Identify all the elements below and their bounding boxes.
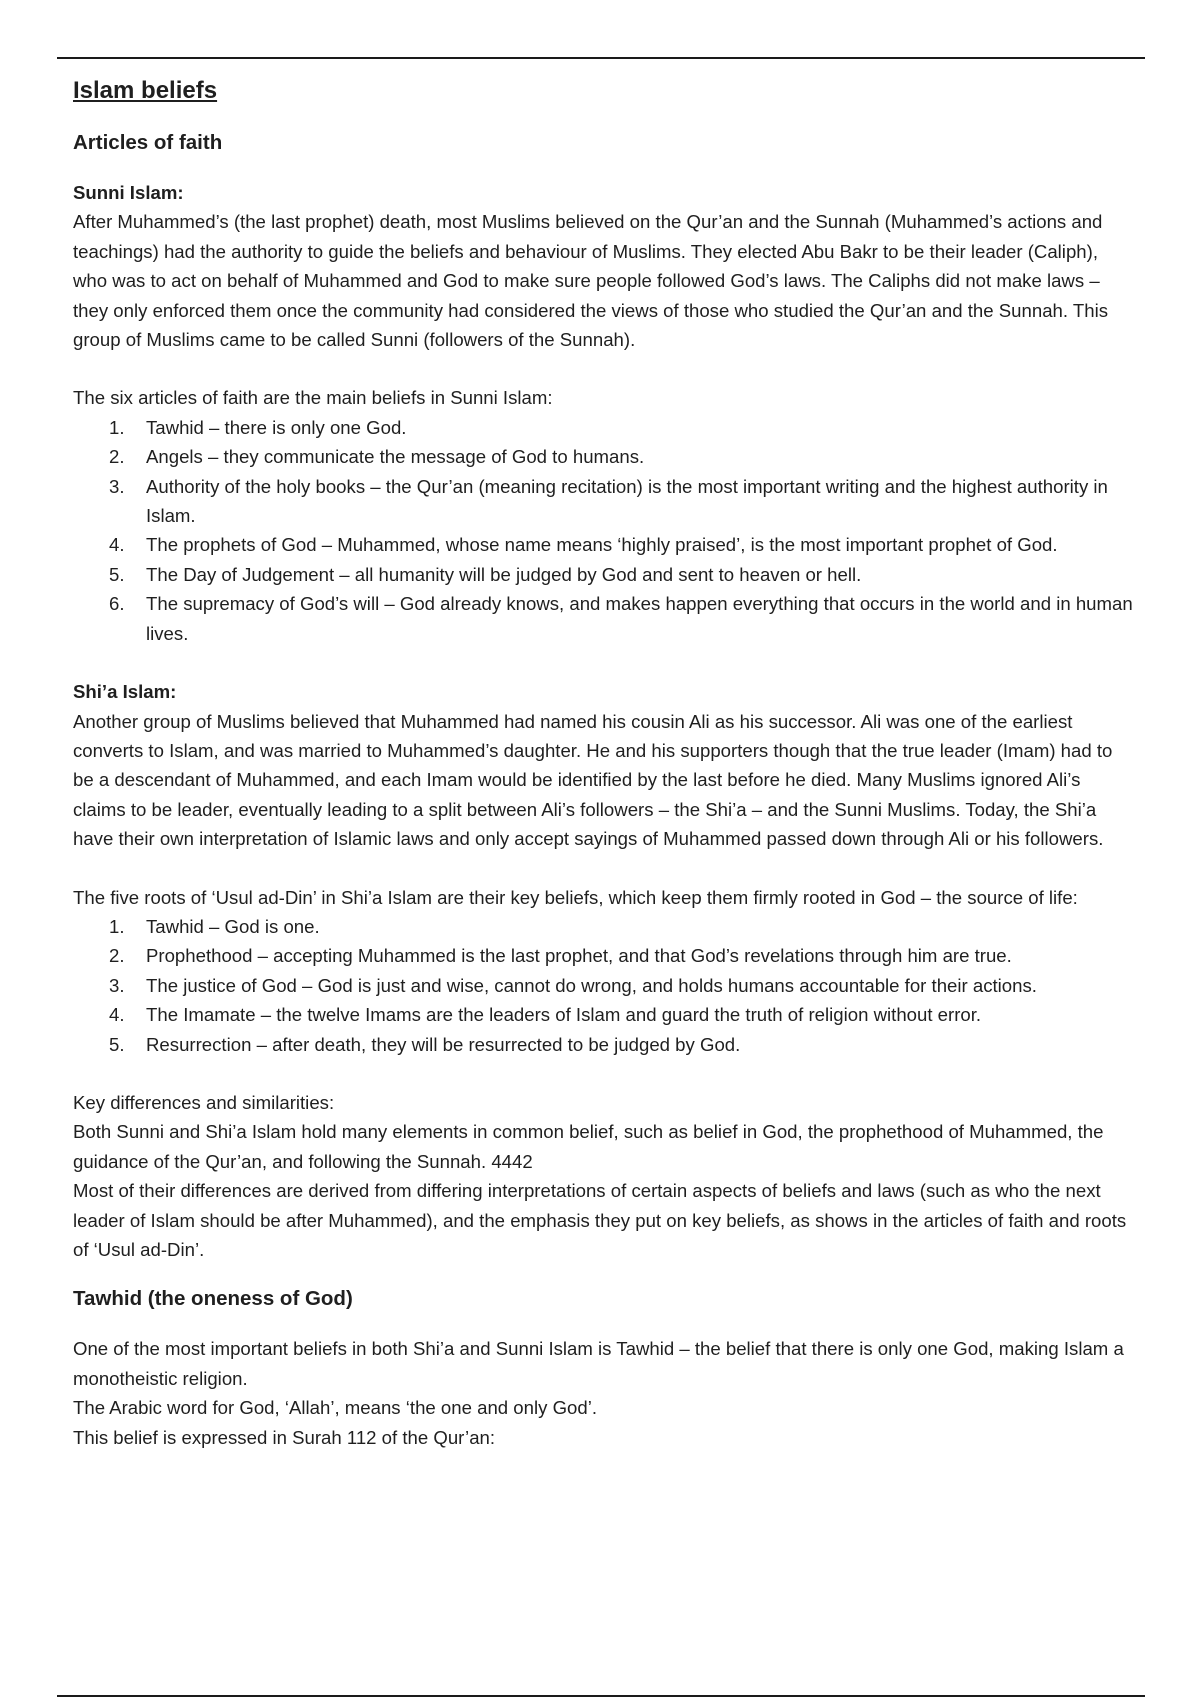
list-item bbox=[73, 912, 1133, 941]
sunni-list-intro: The six articles of faith are the main beliefs in Sunni Islam: bbox=[73, 387, 553, 409]
tawhid-heading: Tawhid (the oneness of God) bbox=[73, 1287, 353, 1311]
list-text: Tawhid – God is one. bbox=[146, 915, 320, 937]
differences-paragraph-2: Most of their differences are derived from differing interpretations of certain aspects of beliefs and laws (such as who the next leader of Islam should be after Muhammed), and the emphasis they put on key beliefs, as shows in the articles of faith and roots of ‘Usul ad-Din’. bbox=[73, 1180, 1127, 1260]
list-number: 2. bbox=[109, 945, 125, 967]
tawhid-paragraph-3: This belief is expressed in Surah 112 of the Qur’an: bbox=[73, 1426, 496, 1448]
list-text: Authority of the holy books – the Qur’an (meaning recitation) is the most important writing and the highest authority in Islam. bbox=[146, 475, 1108, 527]
list-item bbox=[73, 971, 1133, 1000]
list-text: The justice of God – God is just and wise, cannot do wrong, and holds humans accountable for their actions. bbox=[146, 974, 1037, 996]
list-item bbox=[73, 1030, 1133, 1059]
list-item bbox=[73, 442, 1133, 471]
shia-roots-list bbox=[73, 912, 1133, 1059]
list-text: The Imamate – the twelve Imams are the leaders of Islam and guard the truth of religion without error. bbox=[146, 1004, 982, 1026]
list-item bbox=[73, 941, 1133, 970]
sunni-paragraph: After Muhammed’s (the last prophet) death, most Muslims believed on the Qur’an and the Sunnah (Muhammed’s actions and teachings) had the authority to guide the beliefs and behaviour of Muslims. They elected Abu Bakr to be their leader (Caliph), who was to act on behalf of Muhammed and God to make sure people followed God’s laws. The Caliphs did not make laws – they only enforced them once the community had considered the views of those who studied the Qur’an and the Sunnah. This group of Muslims came to be called Sunni (followers of the Sunnah). bbox=[73, 211, 1108, 351]
list-number: 4. bbox=[109, 1004, 125, 1026]
list-number: 1. bbox=[109, 915, 125, 937]
articles-heading: Articles of faith bbox=[73, 131, 223, 154]
differences-paragraph-1: Both Sunni and Shi’a Islam hold many elements in common belief, such as belief in God, the prophethood of Muhammed, the guidance of the Qur’an, and following the Sunnah. 4442 bbox=[73, 1121, 1104, 1172]
list-item bbox=[73, 530, 1133, 559]
shia-list-intro: The five roots of ‘Usul ad-Din’ in Shi’a Islam are their key beliefs, which keep them firmly rooted in God – the source of life: bbox=[73, 886, 1078, 908]
list-text: The Day of Judgement – all humanity will be judged by God and sent to heaven or hell. bbox=[146, 563, 862, 585]
bottom-rule bbox=[57, 1695, 1145, 1697]
top-rule bbox=[57, 57, 1145, 59]
list-text: Angels – they communicate the message of God to humans. bbox=[146, 446, 645, 468]
sunni-heading: Sunni Islam: bbox=[73, 182, 184, 203]
list-item bbox=[73, 589, 1133, 648]
list-number: 5. bbox=[109, 563, 125, 585]
list-item bbox=[73, 413, 1133, 442]
list-text: Resurrection – after death, they will be resurrected to be judged by God. bbox=[146, 1033, 741, 1055]
list-item bbox=[73, 560, 1133, 589]
shia-heading: Shi’a Islam: bbox=[73, 681, 177, 703]
differences-heading: Key differences and similarities: bbox=[73, 1091, 335, 1113]
list-text: The prophets of God – Muhammed, whose name means ‘highly praised’, is the most important prophet of God. bbox=[146, 534, 1058, 556]
shia-paragraph: Another group of Muslims believed that Muhammed had named his cousin Ali as his successor. Ali was one of the earliest converts to Islam, and was married to Muhammed’s daughter. He and his supporters though that the true leader (Imam) had to be a descendant of Muhammed, and each Imam would be identified by the last before he died. Many Muslims ignored Ali’s claims to be leader, eventually leading to a split between Ali’s followers – the Shi’a – and the Sunni Muslims. Today, the Shi’a have their own interpretation of Islamic laws and only accept sayings of Muhammed passed down through Ali or his followers. bbox=[73, 710, 1113, 850]
list-item bbox=[73, 1000, 1133, 1029]
list-number: 4. bbox=[109, 534, 125, 556]
list-number: 6. bbox=[109, 593, 125, 615]
list-item bbox=[73, 472, 1133, 531]
document-title: Islam beliefs bbox=[73, 77, 218, 104]
list-number: 5. bbox=[109, 1033, 125, 1055]
list-number: 3. bbox=[109, 974, 125, 996]
list-text: Tawhid – there is only one God. bbox=[146, 416, 407, 438]
tawhid-paragraph-2: The Arabic word for God, ‘Allah’, means ‘the one and only God’. bbox=[73, 1397, 598, 1419]
list-number: 3. bbox=[109, 475, 125, 497]
list-text: The supremacy of God’s will – God already knows, and makes happen everything that occurs in the world and in human lives. bbox=[146, 593, 1133, 644]
tawhid-paragraph-1: One of the most important beliefs in both Shi’a and Sunni Islam is Tawhid – the belief that there is only one God, making Islam a monotheistic religion. bbox=[73, 1338, 1124, 1389]
document-page bbox=[73, 74, 1133, 1452]
list-number: 1. bbox=[109, 416, 125, 438]
list-text: Prophethood – accepting Muhammed is the last prophet, and that God’s revelations through him are true. bbox=[146, 945, 1012, 967]
list-number: 2. bbox=[109, 446, 125, 468]
sunni-articles-list bbox=[73, 413, 1133, 648]
